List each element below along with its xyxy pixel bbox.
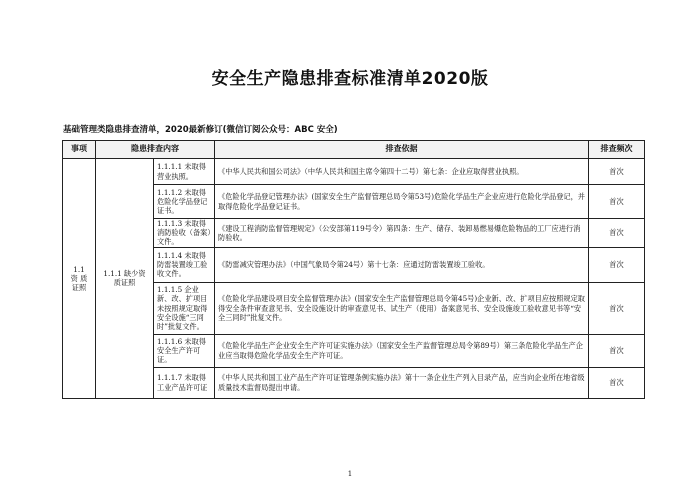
frequency-cell: 首次 [589, 185, 645, 219]
frequency-cell: 首次 [589, 282, 645, 334]
basis-cell: 《建设工程消防监督管理规定》（公安部第119号令）第四条：生产、储存、装卸易燃易爆危险物品的工厂应进行消防验收。 [215, 219, 589, 248]
list-subtitle: 基础管理类隐患排查清单，2020最新修订(微信订阅公众号：ABC 安全) [63, 125, 338, 135]
item-cell: 1.1.1.5 企业新、改、扩项目未按照规定取得安全设施“三同时”批复文件。 [154, 282, 215, 334]
category-cell: 1.1 资 质 证照 [63, 159, 96, 399]
frequency-cell: 首次 [589, 219, 645, 248]
frequency-cell: 首次 [589, 334, 645, 367]
item-cell: 1.1.1.4 未取得防雷装置竣工验收文件。 [154, 247, 215, 282]
frequency-cell: 首次 [589, 247, 645, 282]
item-cell: 1.1.1.2 未取得危险化学品登记证书。 [154, 185, 215, 219]
header-content: 隐患排查内容 [96, 141, 215, 159]
table-row [63, 159, 645, 185]
page-title: 安全生产隐患排查标准清单2020版 [211, 69, 489, 89]
basis-cell: 《防雷减灾管理办法》（中国气象局令第24号）第十七条：应通过防雷装置竣工验收。 [215, 247, 589, 282]
table-header-row [63, 141, 645, 159]
item-cell: 1.1.1.6 未取得安全生产许可证。 [154, 334, 215, 367]
sub-category-cell: 1.1.1 缺少资 质证照 [96, 159, 154, 399]
basis-cell: 《危险化学品生产企业安全生产许可证实施办法》（国家安全生产监督管理总局令第89号）第三条危险化学品生产企业应当取得危险化学品安全生产许可证。 [215, 334, 589, 367]
frequency-cell: 首次 [589, 159, 645, 185]
basis-cell: 《中华人民共和国公司法》（中华人民共和国主席令第四十二号）第七条：企业应取得营业执照。 [215, 159, 589, 185]
header-basis: 排查依据 [215, 141, 589, 159]
header-item: 事项 [63, 141, 96, 159]
header-frequency: 排查频次 [589, 141, 645, 159]
frequency-cell: 首次 [589, 367, 645, 398]
basis-cell: 《中华人民共和国工业产品生产许可证管理条例实施办法》第十一条企业生产列入目录产品，应当向企业所在地省级质量技术监督局提出申请。 [215, 367, 589, 398]
item-cell: 1.1.1.1 未取得营业执照。 [154, 159, 215, 185]
item-cell: 1.1.1.3 未取得消防验收（备案）文件。 [154, 219, 215, 248]
basis-cell: 《危险化学品建设项目安全监督管理办法》(国家安全生产监督管理总局令第45号)企业新、改、扩项目应按照规定取得安全条件审查意见书、安全设施设计的审查意见书、试生产（使用）备案意见书、安全设施竣工验收意见书等“安全三同时”批复文件。 [215, 282, 589, 334]
page-number: 1 [347, 470, 353, 478]
basis-cell: 《危险化学品登记管理办法》(国家安全生产监督管理总局令第53号)危险化学品生产企业应进行危险化学品登记，并取得危险化学品登记证书。 [215, 185, 589, 219]
hazard-checklist-table [62, 140, 645, 399]
item-cell: 1.1.1.7 未取得工业产品许可证 [154, 367, 215, 398]
